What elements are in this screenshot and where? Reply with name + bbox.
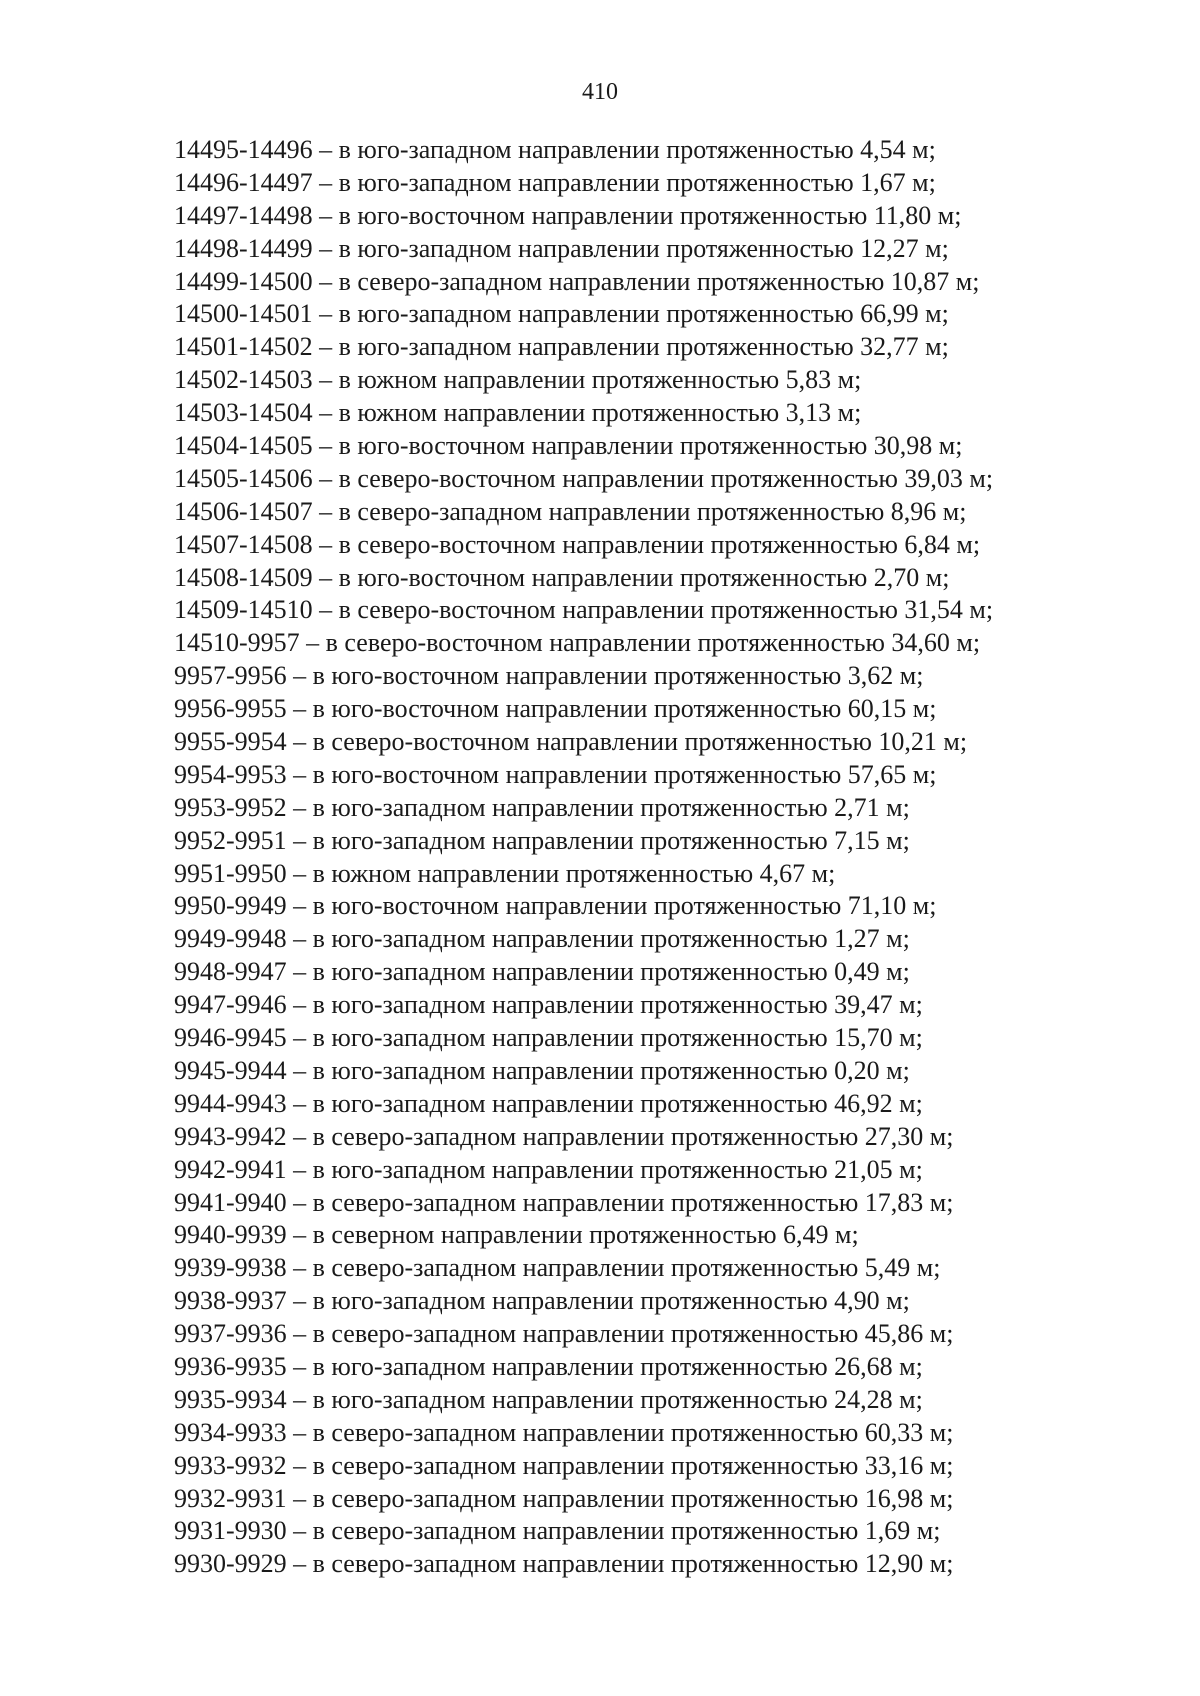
boundary-segment-line: 14510-9957 – в северо-восточном направлении протяженностью 34,60 м; xyxy=(174,628,981,658)
page-number: 410 xyxy=(582,79,618,105)
boundary-segment-line: 14495-14496 – в юго-западном направлении протяженностью 4,54 м; xyxy=(174,135,936,164)
boundary-segment-line: 14499-14500 – в северо-западном направлении протяженностью 10,87 м; xyxy=(174,266,980,296)
boundary-segment-line: 9934-9933 – в северо-западном направлении протяженностью 60,33 м; xyxy=(174,1417,954,1447)
boundary-segment-line: 9930-9929 – в северо-западном направлении протяженностью 12,90 м; xyxy=(174,1549,954,1579)
boundary-segment-line: 9948-9947 – в юго-западном направлении протяженностью 0,49 м; xyxy=(174,957,910,987)
boundary-segment-line: 9956-9955 – в юго-восточном направлении протяженностью 60,15 м; xyxy=(174,694,937,724)
boundary-segment-line: 9947-9946 – в юго-западном направлении протяженностью 39,47 м; xyxy=(174,990,923,1020)
boundary-segment-line: 14502-14503 – в южном направлении протяженностью 5,83 м; xyxy=(174,365,862,395)
boundary-segment-line: 9935-9934 – в юго-западном направлении протяженностью 24,28 м; xyxy=(174,1384,923,1414)
boundary-segment-line: 9939-9938 – в северо-западном направлении протяженностью 5,49 м; xyxy=(174,1253,941,1283)
boundary-segment-line: 14503-14504 – в южном направлении протяженностью 3,13 м; xyxy=(174,398,862,428)
boundary-segment-line: 14507-14508 – в северо-восточном направлении протяженностью 6,84 м; xyxy=(174,529,981,559)
boundary-segment-line: 9936-9935 – в юго-западном направлении протяженностью 26,68 м; xyxy=(174,1351,923,1381)
boundary-segment-line: 9943-9942 – в северо-западном направлении протяженностью 27,30 м; xyxy=(174,1121,954,1151)
boundary-segment-line: 14498-14499 – в юго-западном направлении протяженностью 12,27 м; xyxy=(174,233,949,263)
boundary-segment-line: 9938-9937 – в юго-западном направлении протяженностью 4,90 м; xyxy=(174,1286,910,1316)
boundary-segment-line: 9949-9948 – в юго-западном направлении протяженностью 1,27 м; xyxy=(174,924,910,954)
boundary-segment-line: 14500-14501 – в юго-западном направлении протяженностью 66,99 м; xyxy=(174,299,949,329)
boundary-segment-line: 9946-9945 – в юго-западном направлении протяженностью 15,70 м; xyxy=(174,1023,923,1053)
boundary-segment-line: 9933-9932 – в северо-западном направлении протяженностью 33,16 м; xyxy=(174,1450,954,1480)
boundary-segment-line: 9932-9931 – в северо-западном направлении протяженностью 16,98 м; xyxy=(174,1483,954,1513)
boundary-segment-line: 9957-9956 – в юго-восточном направлении протяженностью 3,62 м; xyxy=(174,661,924,691)
boundary-segment-line: 9940-9939 – в северном направлении протяженностью 6,49 м; xyxy=(174,1220,859,1250)
boundary-segment-line: 9945-9944 – в юго-западном направлении протяженностью 0,20 м; xyxy=(174,1055,910,1085)
boundary-segment-line: 14506-14507 – в северо-западном направлении протяженностью 8,96 м; xyxy=(174,496,967,526)
boundary-segment-line: 14501-14502 – в юго-западном направлении протяженностью 32,77 м; xyxy=(174,332,949,362)
boundary-segment-line: 14504-14505 – в юго-восточном направлении протяженностью 30,98 м; xyxy=(174,431,963,461)
boundary-segment-line: 14505-14506 – в северо-восточном направлении протяженностью 39,03 м; xyxy=(174,463,994,493)
boundary-segment-line: 9942-9941 – в юго-западном направлении протяженностью 21,05 м; xyxy=(174,1154,923,1184)
boundary-segment-line: 9951-9950 – в южном направлении протяженностью 4,67 м; xyxy=(174,858,836,888)
boundary-segment-line: 14509-14510 – в северо-восточном направлении протяженностью 31,54 м; xyxy=(174,595,994,625)
boundary-segment-line: 9931-9930 – в северо-западном направлении протяженностью 1,69 м; xyxy=(174,1516,941,1546)
boundary-segment-line: 9941-9940 – в северо-западном направлении протяженностью 17,83 м; xyxy=(174,1187,954,1217)
boundary-segment-line: 9950-9949 – в юго-восточном направлении протяженностью 71,10 м; xyxy=(174,891,937,921)
boundary-segment-line: 9953-9952 – в юго-западном направлении протяженностью 2,71 м; xyxy=(174,792,910,822)
boundary-segment-list xyxy=(174,134,1174,1581)
boundary-segment-line: 9937-9936 – в северо-западном направлении протяженностью 45,86 м; xyxy=(174,1319,954,1349)
boundary-segment-line: 14497-14498 – в юго-восточном направлении протяженностью 11,80 м; xyxy=(174,200,962,230)
boundary-segment-line: 9955-9954 – в северо-восточном направлении протяженностью 10,21 м; xyxy=(174,727,968,757)
boundary-segment-line: 9944-9943 – в юго-западном направлении протяженностью 46,92 м; xyxy=(174,1088,923,1118)
boundary-segment-line: 9952-9951 – в юго-западном направлении протяженностью 7,15 м; xyxy=(174,825,910,855)
boundary-segment-line: 14496-14497 – в юго-западном направлении протяженностью 1,67 м; xyxy=(174,167,936,197)
boundary-segment-line: 9954-9953 – в юго-восточном направлении протяженностью 57,65 м; xyxy=(174,759,937,789)
boundary-segment-line: 14508-14509 – в юго-восточном направлении протяженностью 2,70 м; xyxy=(174,562,950,592)
